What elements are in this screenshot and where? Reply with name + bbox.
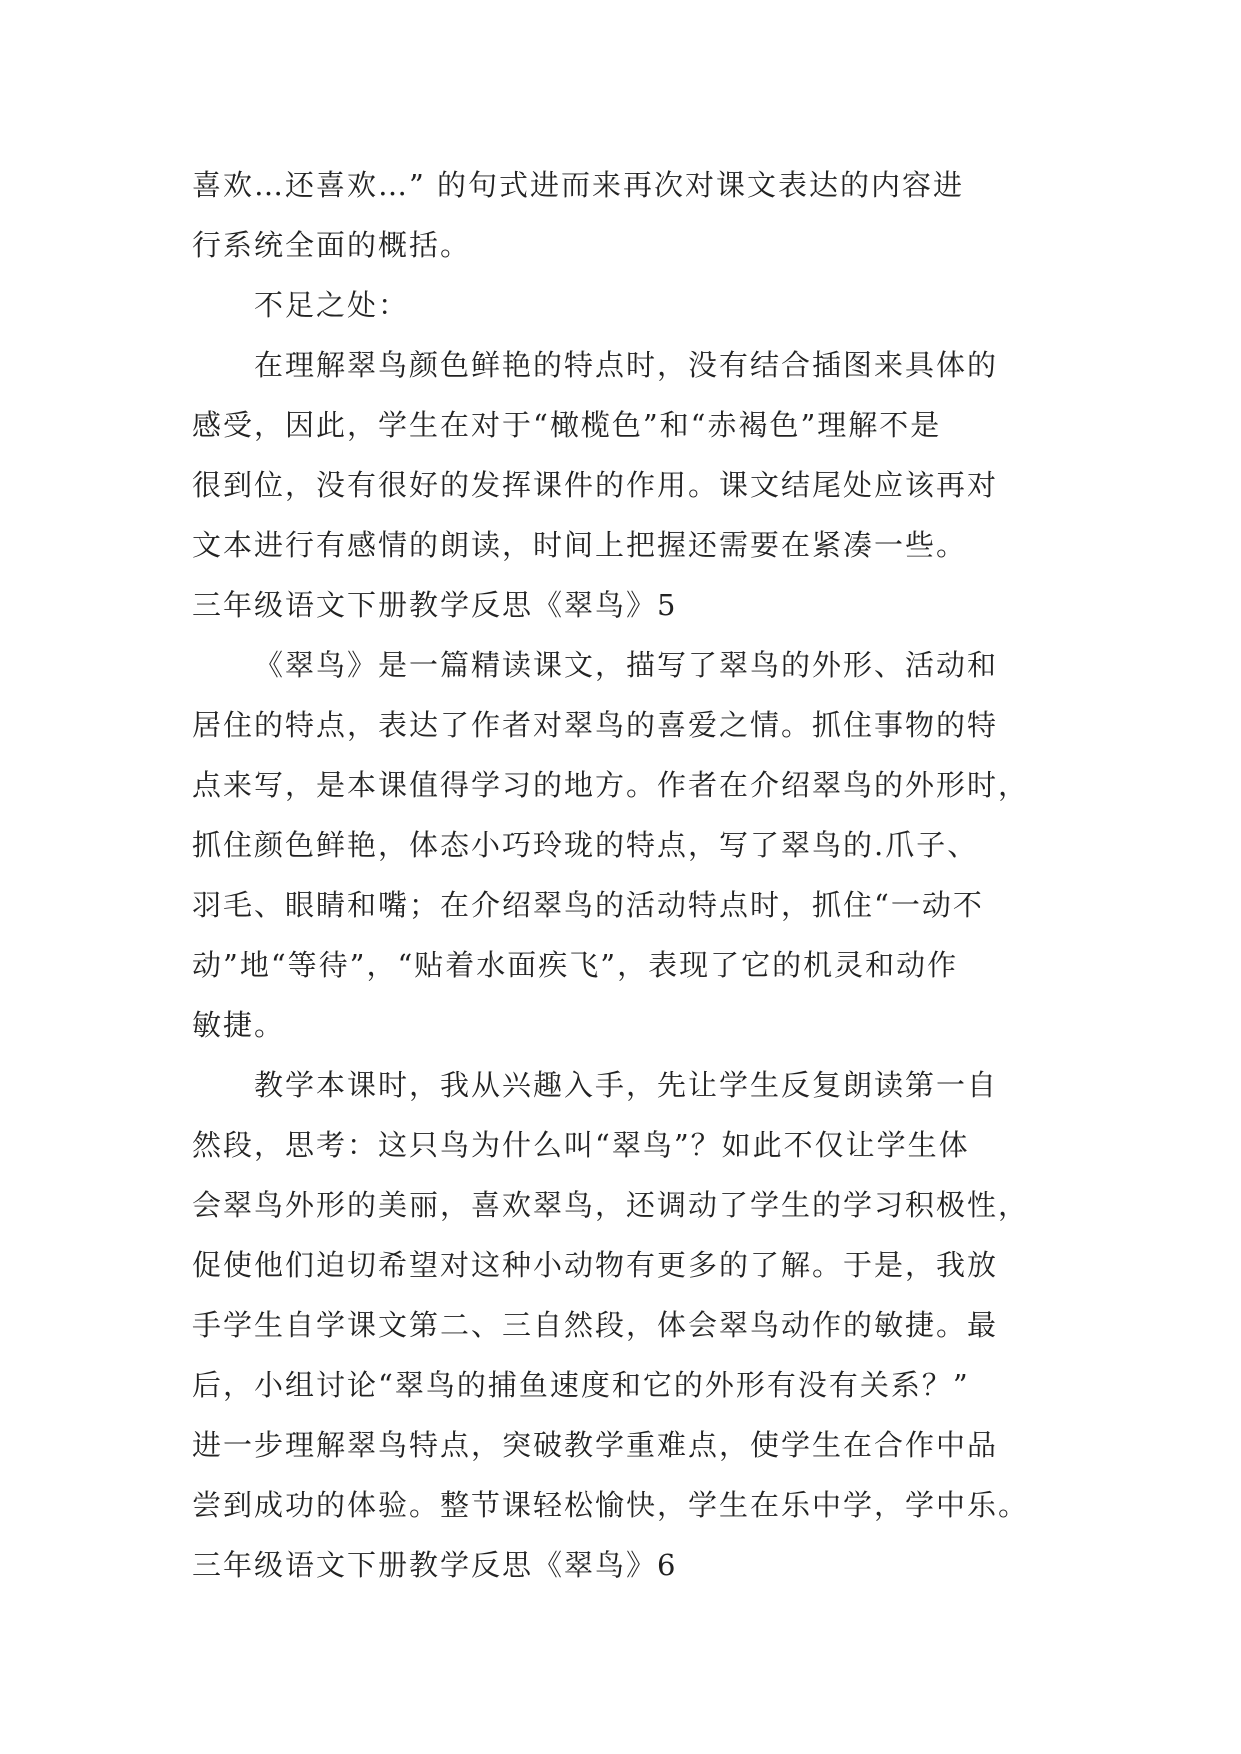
text-line: 手学生自学课文第二、三自然段，体会翠鸟动作的敏捷。最 (192, 1308, 999, 1342)
text-line: 点来写，是本课值得学习的地方。作者在介绍翠鸟的外形时， (192, 768, 1030, 802)
text-line: 喜欢…还喜欢…” 的句式进而来再次对课文表达的内容进 (192, 168, 965, 202)
text-line: 尝到成功的体验。整节课轻松愉快，学生在乐中学，学中乐。 (192, 1488, 1030, 1522)
paragraph-start-line: 《翠鸟》是一篇精读课文，描写了翠鸟的外形、活动和 (254, 648, 999, 682)
text-line: 然段，思考：这只鸟为什么叫“翠鸟”？如此不仅让学生体 (192, 1128, 970, 1162)
text-line: 敏捷。 (192, 1008, 286, 1042)
text-line: 进一步理解翠鸟特点，突破教学重难点，使学生在合作中品 (192, 1428, 999, 1462)
text-line: 会翠鸟外形的美丽，喜欢翠鸟，还调动了学生的学习积极性， (192, 1188, 1030, 1222)
text-line: 抓住颜色鲜艳，体态小巧玲珑的特点，写了翠鸟的.爪子、 (192, 828, 979, 862)
text-line: 后，小组讨论“翠鸟的捕鱼速度和它的外形有没有关系？” (192, 1368, 970, 1402)
paragraph-start-line: 教学本课时，我从兴趣入手，先让学生反复朗读第一自 (254, 1068, 999, 1102)
section-subheading: 不足之处： (254, 288, 410, 322)
paragraph-start-line: 在理解翠鸟颜色鲜艳的特点时，没有结合插图来具体的 (254, 348, 999, 382)
text-line: 行系统全面的概括。 (192, 228, 472, 262)
text-line: 感受，因此，学生在对于“橄榄色”和“赤褐色”理解不是 (192, 408, 942, 442)
text-line: 很到位，没有很好的发挥课件的作用。课文结尾处应该再对 (192, 468, 999, 502)
text-line: 羽毛、眼睛和嘴；在介绍翠鸟的活动特点时，抓住“一动不 (192, 888, 984, 922)
text-line: 文本进行有感情的朗读，时间上把握还需要在紧凑一些。 (192, 528, 968, 562)
text-line: 促使他们迫切希望对这种小动物有更多的了解。于是，我放 (192, 1248, 999, 1282)
text-line: 动”地“等待”，“贴着水面疾飞”，表现了它的机灵和动作 (192, 948, 959, 982)
document-body (192, 155, 1052, 1595)
section-heading: 三年级语文下册教学反思《翠鸟》6 (192, 1548, 678, 1582)
text-line: 居住的特点，表达了作者对翠鸟的喜爱之情。抓住事物的特 (192, 708, 999, 742)
section-heading: 三年级语文下册教学反思《翠鸟》5 (192, 588, 678, 622)
